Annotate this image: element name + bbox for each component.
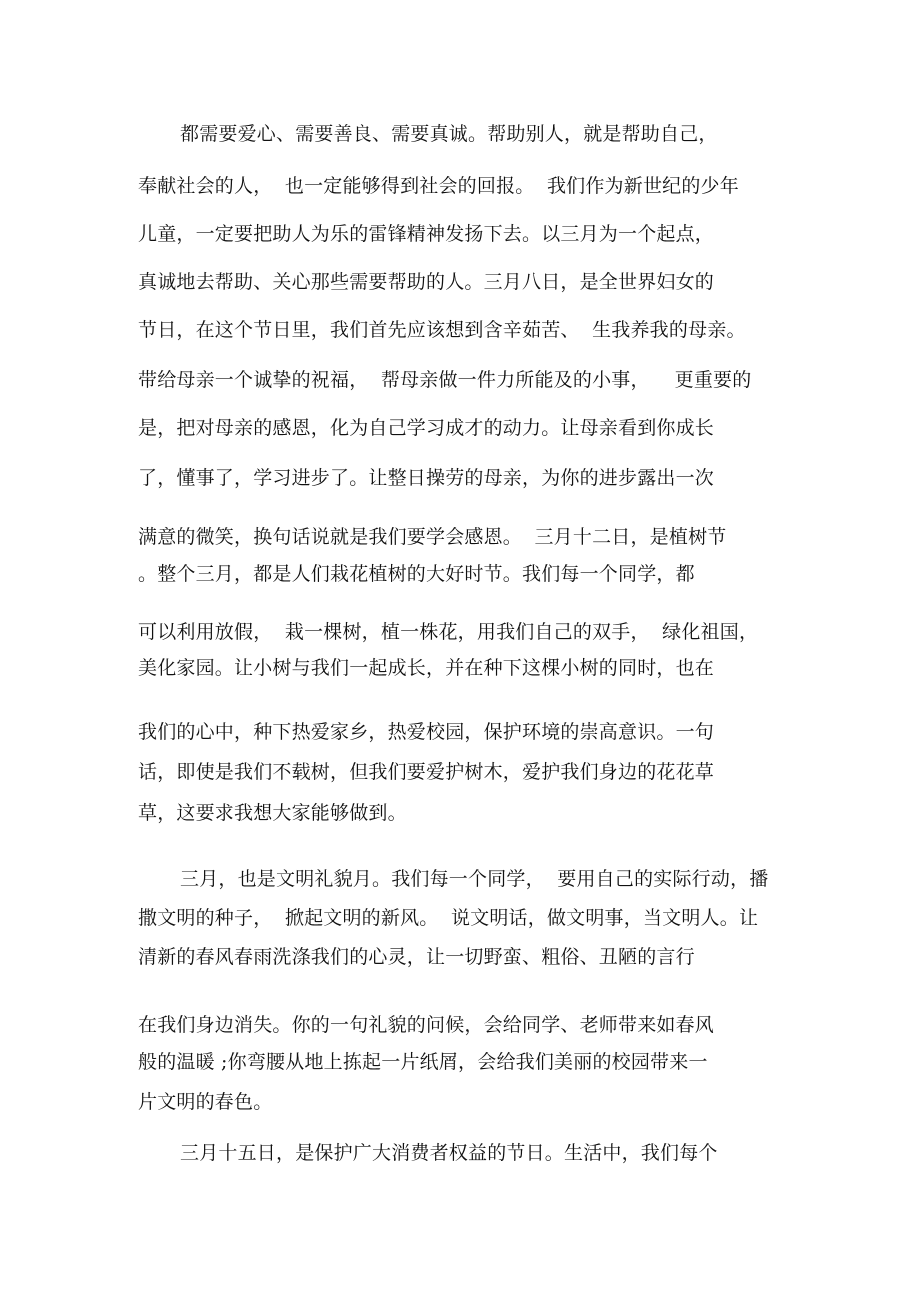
text-line: 清新的春风春雨洗涤我们的心灵，让一切野蛮、粗俗、丑陋的言行 xyxy=(138,946,695,968)
text-line: 节日，在这个节日里，我们首先应该想到含辛茹苦、 生我养我的母亲。 xyxy=(138,319,746,341)
text-line: 奉献社会的人， 也一定能够得到社会的回报。 我们作为新世纪的少年 xyxy=(138,175,739,197)
text-line: 了，懂事了，学习进步了。让整日操劳的母亲，为你的进步露出一次 xyxy=(138,467,715,489)
text-line: 可以利用放假， 栽一棵树，植一株花，用我们自己的双手， 绿化祖国， xyxy=(138,621,759,643)
text-line: 美化家园。让小树与我们一起成长，并在种下这棵小树的同时，也在 xyxy=(138,657,715,679)
text-line: 片文明的春色。 xyxy=(138,1091,273,1113)
text-line: 满意的微笑，换句话说就是我们要学会感恩。 三月十二日，是植树节 xyxy=(138,526,727,548)
text-line: 都需要爱心、需要善良、需要真诚。帮助别人，就是帮助自己， xyxy=(180,123,718,145)
text-line: 我们的心中，种下热爱家乡，热爱校园，保护环境的崇高意识。一句 xyxy=(138,721,715,743)
text-line: 真诚地去帮助、关心那些需要帮助的人。三月八日，是全世界妇女的 xyxy=(138,271,715,293)
text-line: 三月，也是文明礼貌月。我们每一个同学， 要用自己的实际行动，播 xyxy=(180,868,769,890)
text-line: 三月十五日，是保护广大消费者权益的节日。生活中，我们每个 xyxy=(180,1142,718,1164)
text-line: 般的温暖 ;你弯腰从地上拣起一片纸屑，会给我们美丽的校园带来一 xyxy=(138,1051,708,1073)
text-line: 在我们身边消失。你的一句礼貌的问候，会给同学、老师带来如春风 xyxy=(138,1014,715,1036)
text-line: 是，把对母亲的感恩，化为自己学习成才的动力。让母亲看到你成长 xyxy=(138,417,715,439)
text-line: 儿童，一定要把助人为乐的雷锋精神发扬下去。以三月为一个起点， xyxy=(138,223,715,245)
text-line: 草，这要求我想大家能够做到。 xyxy=(138,802,407,824)
text-line: 话，即使是我们不载树，但我们要爱护树木，爱护我们身边的花花草 xyxy=(138,761,715,783)
text-line: 带给母亲一个诚挚的祝福， 帮母亲做一件力所能及的小事， 更重要的 xyxy=(138,369,752,391)
text-line: 撒文明的种子， 掀起文明的新风。 说文明话，做文明事，当文明人。让 xyxy=(138,907,759,929)
text-line: 。整个三月，都是人们栽花植树的大好时节。我们每一个同学，都 xyxy=(138,563,695,585)
